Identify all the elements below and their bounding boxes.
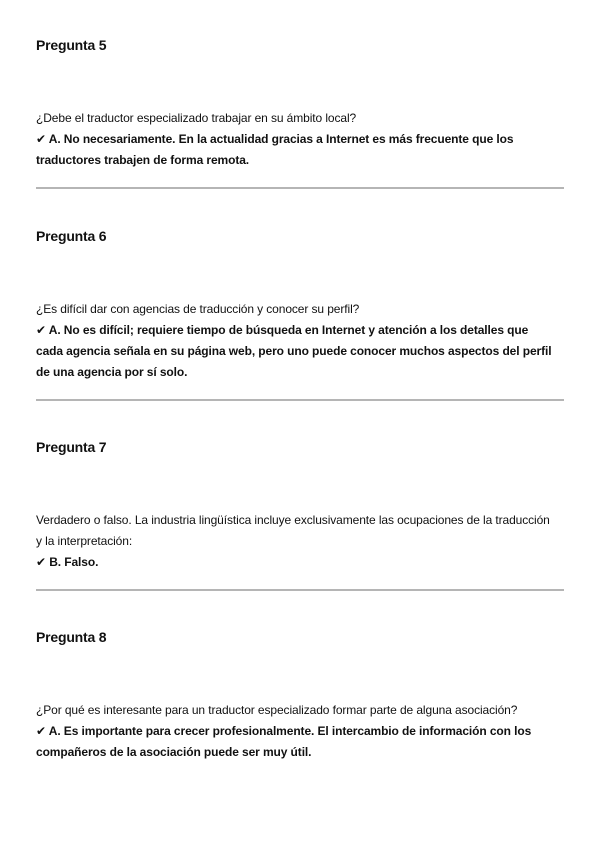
check-icon: ✔ — [36, 555, 46, 569]
answer-text: B. Falso. — [49, 555, 99, 569]
question-prompt: ¿Debe el traductor especializado trabajar en su ámbito local? — [36, 111, 357, 125]
question-block-8 — [36, 628, 566, 759]
answer-text: A. No necesariamente. En la actualidad gracias a Internet es más frecuente que los traductores trabajen de forma remota. — [36, 132, 514, 167]
question-title: Pregunta 6 — [36, 228, 107, 244]
question-prompt: ¿Es difícil dar con agencias de traducción y conocer su perfil? — [36, 302, 360, 316]
question-block-6 — [36, 227, 566, 379]
question-answer — [36, 721, 556, 763]
check-icon: ✔ — [36, 323, 46, 337]
question-title: Pregunta 7 — [36, 439, 107, 455]
answer-text: A. Es importante para crecer profesionalmente. El intercambio de información con los compañeros de la asociación puede ser muy útil. — [36, 724, 532, 759]
divider — [36, 399, 564, 401]
question-block-7 — [36, 438, 566, 569]
check-icon: ✔ — [36, 132, 46, 146]
question-body — [36, 108, 556, 171]
question-answer — [36, 320, 556, 383]
question-answer — [36, 552, 556, 573]
question-prompt: Verdadero o falso. La industria lingüística incluye exclusivamente las ocupaciones de la traducción y la interpretación: — [36, 513, 550, 548]
divider — [36, 187, 564, 189]
question-block-5 — [36, 36, 566, 167]
divider — [36, 589, 564, 591]
question-body — [36, 510, 556, 573]
question-prompt: ¿Por qué es interesante para un traductor especializado formar parte de alguna asociación? — [36, 703, 518, 717]
question-body — [36, 299, 556, 383]
question-title: Pregunta 8 — [36, 629, 107, 645]
question-answer — [36, 129, 556, 171]
answer-text: A. No es difícil; requiere tiempo de búsqueda en Internet y atención a los detalles que cada agencia señala en su página web, pero uno puede conocer muchos aspectos del perfil de una agencia por sí solo. — [36, 323, 552, 379]
question-body — [36, 700, 556, 763]
check-icon: ✔ — [36, 724, 46, 738]
question-title: Pregunta 5 — [36, 37, 107, 53]
